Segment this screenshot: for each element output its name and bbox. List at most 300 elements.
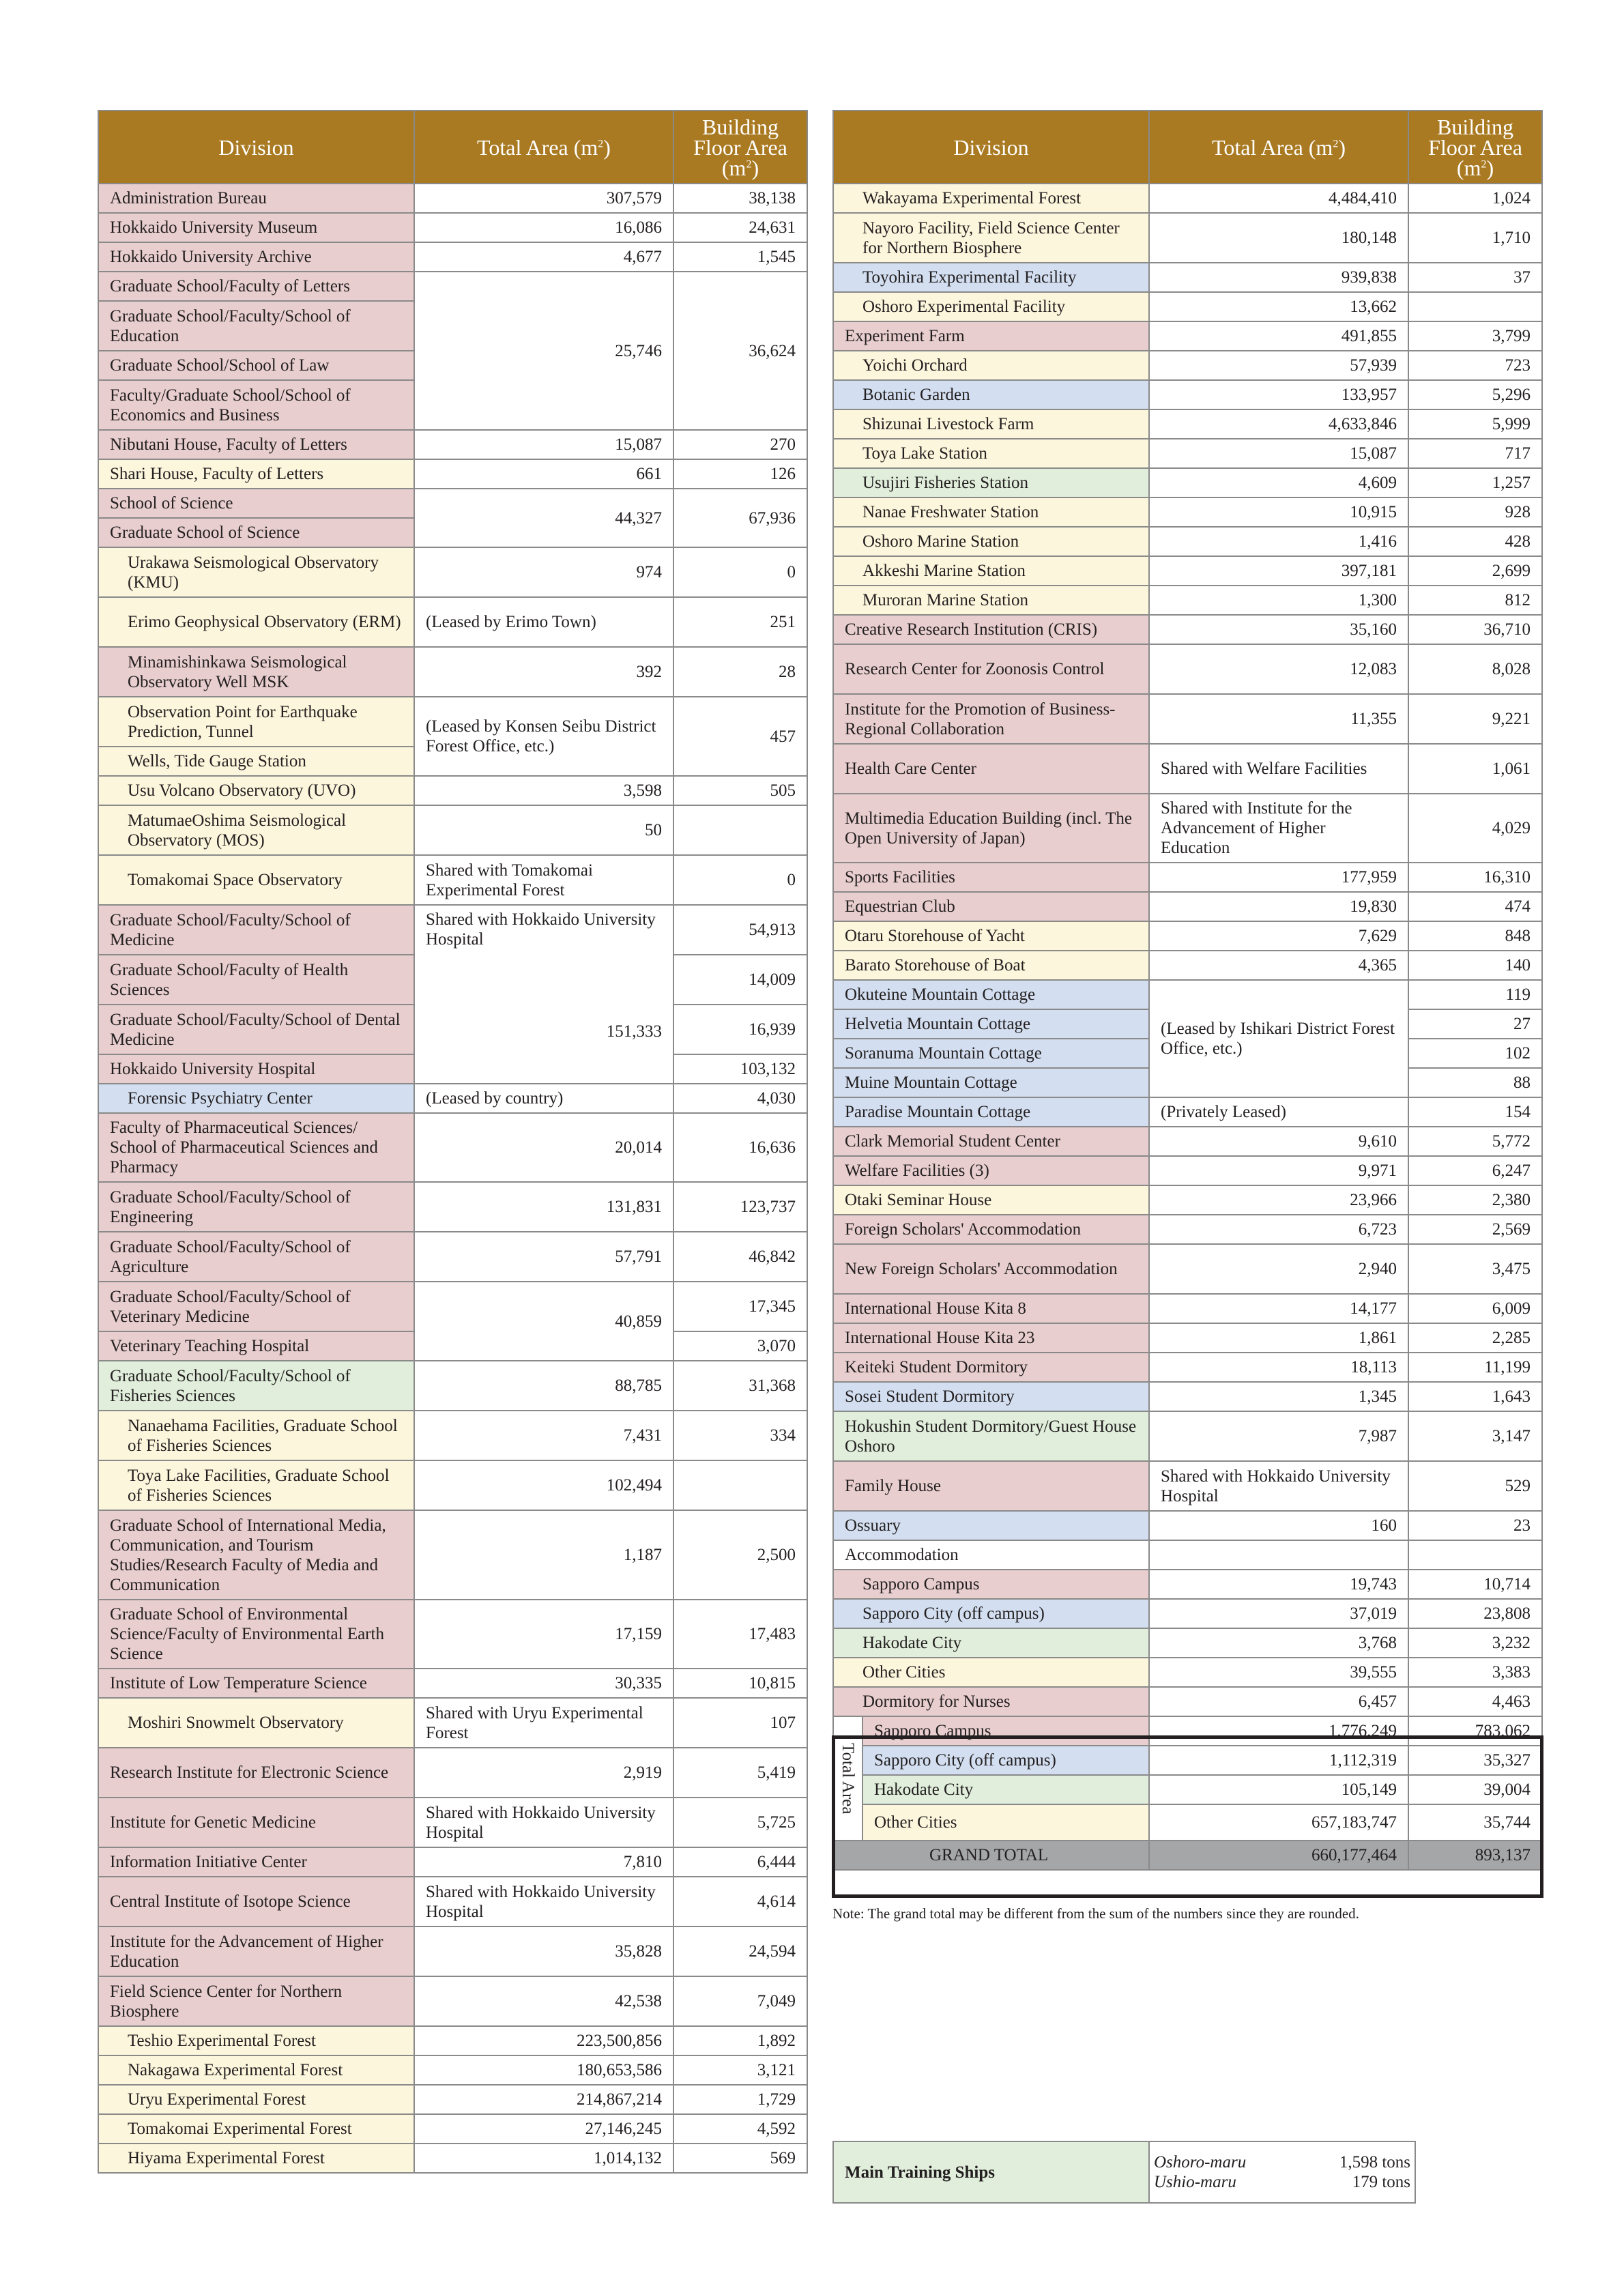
table-row bbox=[833, 1244, 1542, 1294]
area-cell: 1,112,319 bbox=[1149, 1746, 1408, 1775]
floor-cell: 4,463 bbox=[1408, 1687, 1542, 1716]
floor-cell bbox=[1408, 292, 1542, 321]
area-cell: 40,859 bbox=[414, 1282, 673, 1361]
area-cell: (Privately Leased) bbox=[1149, 1097, 1408, 1127]
ship-name: Ushio-maru bbox=[1154, 2173, 1236, 2191]
table-row bbox=[833, 1658, 1542, 1687]
floor-cell: 457 bbox=[673, 697, 807, 776]
area-cell: 7,987 bbox=[1149, 1411, 1408, 1461]
floor-cell: 88 bbox=[1408, 1068, 1542, 1097]
table-row bbox=[98, 905, 807, 955]
area-cell: 20,014 bbox=[414, 1113, 673, 1182]
floor-cell: 36,624 bbox=[673, 272, 807, 430]
division-cell: Hakodate City bbox=[833, 1628, 1149, 1658]
division-cell: Oshoro Marine Station bbox=[833, 527, 1149, 556]
total-area-label: Total Area bbox=[833, 1716, 862, 1841]
table-row bbox=[833, 292, 1542, 321]
table-row bbox=[833, 694, 1542, 744]
division-cell: Accommodation bbox=[833, 1540, 1149, 1570]
area-cell: 17,159 bbox=[414, 1600, 673, 1669]
floor-cell: 10,714 bbox=[1408, 1570, 1542, 1599]
division-cell: Uryu Experimental Forest bbox=[98, 2085, 414, 2114]
division-cell: Usujiri Fisheries Station bbox=[833, 468, 1149, 497]
floor-cell: 251 bbox=[673, 597, 807, 647]
area-cell: 4,677 bbox=[414, 242, 673, 272]
table-row bbox=[833, 1540, 1542, 1570]
area-cell: 12,083 bbox=[1149, 644, 1408, 694]
table-row bbox=[98, 242, 807, 272]
area-cell: 133,957 bbox=[1149, 380, 1408, 409]
floor-cell: 17,345 bbox=[673, 1282, 807, 1331]
floor-cell: 4,029 bbox=[1408, 794, 1542, 863]
division-cell: Dormitory for Nurses bbox=[833, 1687, 1149, 1716]
area-cell: 23,966 bbox=[1149, 1185, 1408, 1215]
division-cell: Information Initiative Center bbox=[98, 1847, 414, 1877]
division-cell: Sapporo City (off campus) bbox=[862, 1746, 1149, 1775]
table-row bbox=[833, 527, 1542, 556]
table-row bbox=[833, 892, 1542, 921]
area-cell: 392 bbox=[414, 647, 673, 697]
division-cell: School of Science bbox=[98, 489, 414, 518]
division-cell: Nanaehama Facilities, Graduate School of Fisheries Sciences bbox=[98, 1411, 414, 1460]
area-cell: 2,940 bbox=[1149, 1244, 1408, 1294]
division-cell: Wells, Tide Gauge Station bbox=[98, 747, 414, 776]
table-row bbox=[833, 1097, 1542, 1127]
area-cell: 1,776,249 bbox=[1149, 1716, 1408, 1746]
division-cell: Usu Volcano Observatory (UVO) bbox=[98, 776, 414, 805]
area-cell: 35,828 bbox=[414, 1927, 673, 1976]
area-cell: 223,500,856 bbox=[414, 2026, 673, 2055]
division-cell: Keiteki Student Dormitory bbox=[833, 1353, 1149, 1382]
table-row bbox=[833, 794, 1542, 863]
area-cell bbox=[1149, 1540, 1408, 1570]
floor-cell: 67,936 bbox=[673, 489, 807, 547]
area-cell: 1,014,132 bbox=[414, 2144, 673, 2173]
area-cell: 177,959 bbox=[1149, 863, 1408, 892]
floor-cell: 5,772 bbox=[1408, 1127, 1542, 1156]
area-cell: 4,633,846 bbox=[1149, 409, 1408, 439]
area-cell: 4,484,410 bbox=[1149, 184, 1408, 213]
division-cell: Botanic Garden bbox=[833, 380, 1149, 409]
floor-cell: 2,380 bbox=[1408, 1185, 1542, 1215]
floor-cell: 569 bbox=[673, 2144, 807, 2173]
division-cell: Ossuary bbox=[833, 1511, 1149, 1540]
grand-total-area: 660,177,464 bbox=[1149, 1841, 1408, 1870]
table-row bbox=[98, 272, 807, 301]
division-cell: Graduate School/Faculty/School of Education bbox=[98, 301, 414, 351]
division-cell: Nakagawa Experimental Forest bbox=[98, 2055, 414, 2085]
area-cell bbox=[414, 905, 673, 1084]
area-cell: 1,300 bbox=[1149, 586, 1408, 615]
table-row bbox=[98, 1411, 807, 1460]
area-cell: 7,629 bbox=[1149, 921, 1408, 951]
floor-cell: 6,247 bbox=[1408, 1156, 1542, 1185]
table-row bbox=[833, 409, 1542, 439]
floor-cell: 14,009 bbox=[673, 955, 807, 1005]
floor-cell: 28 bbox=[673, 647, 807, 697]
division-cell: Nayoro Facility, Field Science Center for Northern Biosphere bbox=[833, 213, 1149, 263]
list-item bbox=[1154, 2152, 1410, 2172]
division-cell: Graduate School/Faculty/School of Dental Medicine bbox=[98, 1005, 414, 1054]
table-row bbox=[833, 744, 1542, 794]
area-cell: 57,939 bbox=[1149, 351, 1408, 380]
floor-cell: 35,744 bbox=[1408, 1804, 1542, 1841]
division-cell: Research Institute for Electronic Science bbox=[98, 1748, 414, 1798]
floor-cell: 529 bbox=[1408, 1461, 1542, 1511]
facilities-table-right bbox=[832, 110, 1543, 1871]
floor-cell: 103,132 bbox=[673, 1054, 807, 1084]
division-cell: Graduate School/Faculty/School of Engineering bbox=[98, 1182, 414, 1232]
table-row bbox=[833, 1323, 1542, 1353]
floor-cell: 848 bbox=[1408, 921, 1542, 951]
division-cell: Barato Storehouse of Boat bbox=[833, 951, 1149, 980]
total-row bbox=[833, 1775, 1542, 1804]
division-cell: Forensic Psychiatry Center bbox=[98, 1084, 414, 1113]
floor-cell: 4,614 bbox=[673, 1877, 807, 1927]
floor-cell: 9,221 bbox=[1408, 694, 1542, 744]
division-cell: Creative Research Institution (CRIS) bbox=[833, 615, 1149, 644]
floor-cell: 0 bbox=[673, 855, 807, 905]
area-cell: Shared with Institute for the Advancement of Higher Education bbox=[1149, 794, 1408, 863]
area-cell: 397,181 bbox=[1149, 556, 1408, 586]
table-row bbox=[833, 497, 1542, 527]
floor-cell: 37 bbox=[1408, 263, 1542, 292]
division-cell: Administration Bureau bbox=[98, 184, 414, 213]
division-cell: Equestrian Club bbox=[833, 892, 1149, 921]
division-cell: Welfare Facilities (3) bbox=[833, 1156, 1149, 1185]
table-row bbox=[98, 697, 807, 747]
table-row bbox=[98, 547, 807, 597]
floor-cell: 1,729 bbox=[673, 2085, 807, 2114]
division-cell: Sapporo Campus bbox=[833, 1570, 1149, 1599]
table-row bbox=[98, 776, 807, 805]
grand-total-label: GRAND TOTAL bbox=[833, 1841, 1149, 1870]
floor-cell: 16,636 bbox=[673, 1113, 807, 1182]
division-cell: Institute of Low Temperature Science bbox=[98, 1669, 414, 1698]
division-cell: Shizunai Livestock Farm bbox=[833, 409, 1149, 439]
table-row bbox=[98, 430, 807, 459]
area-cell: 491,855 bbox=[1149, 321, 1408, 351]
division-cell: Hakodate City bbox=[862, 1775, 1149, 1804]
division-cell: Minamishinkawa Seismological Observatory Well MSK bbox=[98, 647, 414, 697]
floor-cell: 270 bbox=[673, 430, 807, 459]
table-row bbox=[833, 1687, 1542, 1716]
table-row bbox=[98, 2055, 807, 2085]
area-cell: 11,355 bbox=[1149, 694, 1408, 744]
table-row bbox=[833, 468, 1542, 497]
division-cell: Otaru Storehouse of Yacht bbox=[833, 921, 1149, 951]
table-row bbox=[833, 263, 1542, 292]
table-row bbox=[98, 1361, 807, 1411]
division-cell: Hiyama Experimental Forest bbox=[98, 2144, 414, 2173]
area-cell: 661 bbox=[414, 459, 673, 489]
table-row bbox=[833, 980, 1542, 1009]
floor-cell: 154 bbox=[1408, 1097, 1542, 1127]
floor-cell: 38,138 bbox=[673, 184, 807, 213]
total-row bbox=[833, 1716, 1542, 1746]
table-row bbox=[98, 1698, 807, 1748]
table-row bbox=[833, 1599, 1542, 1628]
division-cell: Paradise Mountain Cottage bbox=[833, 1097, 1149, 1127]
division-cell: Hokkaido University Hospital bbox=[98, 1054, 414, 1084]
floor-cell: 10,815 bbox=[673, 1669, 807, 1698]
division-cell: Health Care Center bbox=[833, 744, 1149, 794]
ship-name: Oshoro-maru bbox=[1154, 2153, 1247, 2171]
division-cell: Graduate School/School of Law bbox=[98, 351, 414, 380]
division-cell: Research Center for Zoonosis Control bbox=[833, 644, 1149, 694]
division-cell: Graduate School of International Media, Communication, and Tourism Studies/Research Faculty of Media and Communication bbox=[98, 1510, 414, 1600]
floor-cell: 1,257 bbox=[1408, 468, 1542, 497]
division-cell: MatumaeOshima Seismological Observatory (MOS) bbox=[98, 805, 414, 855]
division-cell: Otaki Seminar House bbox=[833, 1185, 1149, 1215]
area-cell: Shared with Hokkaido University Hospital bbox=[414, 1798, 673, 1847]
area-cell: 2,919 bbox=[414, 1748, 673, 1798]
division-cell: International House Kita 8 bbox=[833, 1294, 1149, 1323]
division-cell: Field Science Center for Northern Biosphere bbox=[98, 1976, 414, 2026]
division-cell: Institute for the Advancement of Higher Education bbox=[98, 1927, 414, 1976]
floor-cell: 334 bbox=[673, 1411, 807, 1460]
floor-cell: 428 bbox=[1408, 527, 1542, 556]
floor-cell: 3,475 bbox=[1408, 1244, 1542, 1294]
area-cell: 19,743 bbox=[1149, 1570, 1408, 1599]
table-row bbox=[833, 1382, 1542, 1411]
total-area-header: Total Area $(m^2)$ bbox=[414, 111, 673, 184]
area-cell: 131,831 bbox=[414, 1182, 673, 1232]
table-row bbox=[833, 644, 1542, 694]
table-row bbox=[98, 489, 807, 518]
division-cell: Tomakomai Experimental Forest bbox=[98, 2114, 414, 2144]
table-row bbox=[833, 1461, 1542, 1511]
area-cell: 102,494 bbox=[414, 1460, 673, 1510]
floor-cell: 1,892 bbox=[673, 2026, 807, 2055]
table-row bbox=[98, 1510, 807, 1600]
floor-cell: 119 bbox=[1408, 980, 1542, 1009]
division-cell: Erimo Geophysical Observatory (ERM) bbox=[98, 597, 414, 647]
area-cell: 15,087 bbox=[1149, 439, 1408, 468]
division-cell: Toya Lake Facilities, Graduate School of Fisheries Sciences bbox=[98, 1460, 414, 1510]
floor-cell: 35,327 bbox=[1408, 1746, 1542, 1775]
area-cell: 1,187 bbox=[414, 1510, 673, 1600]
floor-area-header: Building Floor Area $(m^2)$ bbox=[1408, 111, 1542, 184]
division-cell: Graduate School/Faculty/School of Veterinary Medicine bbox=[98, 1282, 414, 1331]
area-cell: 13,662 bbox=[1149, 292, 1408, 321]
table-row bbox=[833, 439, 1542, 468]
division-cell: Oshoro Experimental Facility bbox=[833, 292, 1149, 321]
area-cell: Shared with Hokkaido University Hospital bbox=[1149, 1461, 1408, 1511]
division-cell: Graduate School of Science bbox=[98, 518, 414, 547]
area-cell: 44,327 bbox=[414, 489, 673, 547]
division-cell: Teshio Experimental Forest bbox=[98, 2026, 414, 2055]
division-cell: Muine Mountain Cottage bbox=[833, 1068, 1149, 1097]
area-cell: 4,609 bbox=[1149, 468, 1408, 497]
table-row bbox=[98, 1877, 807, 1927]
area-cell: 10,915 bbox=[1149, 497, 1408, 527]
table-row bbox=[833, 863, 1542, 892]
area-cell: 9,971 bbox=[1149, 1156, 1408, 1185]
division-cell: Central Institute of Isotope Science bbox=[98, 1877, 414, 1927]
table-row bbox=[833, 951, 1542, 980]
area-cell: 9,610 bbox=[1149, 1127, 1408, 1156]
division-cell: Moshiri Snowmelt Observatory bbox=[98, 1698, 414, 1748]
division-cell: Faculty/Graduate School/School of Economics and Business bbox=[98, 380, 414, 430]
table-row bbox=[98, 647, 807, 697]
area-cell: Shared with Tomakomai Experimental Forest bbox=[414, 855, 673, 905]
hospital-shared-note: Shared with Hokkaido University Hospital bbox=[426, 910, 656, 949]
division-cell: Family House bbox=[833, 1461, 1149, 1511]
table-row bbox=[98, 213, 807, 242]
grand-total-floor: 893,137 bbox=[1408, 1841, 1542, 1870]
floor-cell: 123,737 bbox=[673, 1182, 807, 1232]
division-cell: Graduate School/Faculty/School of Agriculture bbox=[98, 1232, 414, 1282]
division-cell: Tomakomai Space Observatory bbox=[98, 855, 414, 905]
division-cell: Graduate School/Faculty/School of Medicine bbox=[98, 905, 414, 955]
floor-cell: 2,569 bbox=[1408, 1215, 1542, 1244]
floor-cell: 2,699 bbox=[1408, 556, 1542, 586]
grand-total-row bbox=[833, 1841, 1542, 1870]
division-cell: Sports Facilities bbox=[833, 863, 1149, 892]
area-cell: 1,345 bbox=[1149, 1382, 1408, 1411]
division-cell: Veterinary Teaching Hospital bbox=[98, 1331, 414, 1361]
division-cell: Toya Lake Station bbox=[833, 439, 1149, 468]
total-row bbox=[833, 1804, 1542, 1841]
division-cell: Soranuma Mountain Cottage bbox=[833, 1039, 1149, 1068]
division-header: Division bbox=[98, 111, 414, 184]
floor-cell: 23 bbox=[1408, 1511, 1542, 1540]
floor-cell: 5,725 bbox=[673, 1798, 807, 1847]
division-cell: Hokkaido University Archive bbox=[98, 242, 414, 272]
floor-cell: 2,285 bbox=[1408, 1323, 1542, 1353]
list-item bbox=[1154, 2172, 1410, 2192]
division-cell: Nibutani House, Faculty of Letters bbox=[98, 430, 414, 459]
floor-cell: 54,913 bbox=[673, 905, 807, 955]
table-row bbox=[98, 1232, 807, 1282]
table-row bbox=[833, 1570, 1542, 1599]
area-cell: 37,019 bbox=[1149, 1599, 1408, 1628]
area-cell: 939,838 bbox=[1149, 263, 1408, 292]
division-cell: Sapporo City (off campus) bbox=[833, 1599, 1149, 1628]
floor-cell: 5,419 bbox=[673, 1748, 807, 1798]
floor-cell: 3,070 bbox=[673, 1331, 807, 1361]
table-row bbox=[833, 351, 1542, 380]
table-row bbox=[98, 1282, 807, 1331]
floor-cell: 46,842 bbox=[673, 1232, 807, 1282]
area-cell: 18,113 bbox=[1149, 1353, 1408, 1382]
area-cell: Shared with Welfare Facilities bbox=[1149, 744, 1408, 794]
table-row bbox=[833, 1294, 1542, 1323]
division-cell: Hokkaido University Museum bbox=[98, 213, 414, 242]
table-row bbox=[833, 184, 1542, 213]
area-cell: Shared with Uryu Experimental Forest bbox=[414, 1698, 673, 1748]
division-cell: Clark Memorial Student Center bbox=[833, 1127, 1149, 1156]
area-cell: 16,086 bbox=[414, 213, 673, 242]
division-cell: Helvetia Mountain Cottage bbox=[833, 1009, 1149, 1039]
area-cell: (Leased by Erimo Town) bbox=[414, 597, 673, 647]
area-cell: 214,867,214 bbox=[414, 2085, 673, 2114]
floor-cell: 474 bbox=[1408, 892, 1542, 921]
area-cell: 657,183,747 bbox=[1149, 1804, 1408, 1841]
floor-cell bbox=[1408, 1540, 1542, 1570]
floor-cell bbox=[673, 1460, 807, 1510]
table-row bbox=[833, 1185, 1542, 1215]
division-header: Division bbox=[833, 111, 1149, 184]
area-cell: 3,598 bbox=[414, 776, 673, 805]
area-cell: 7,431 bbox=[414, 1411, 673, 1460]
training-ships-table bbox=[832, 2141, 1416, 2204]
area-cell: 42,538 bbox=[414, 1976, 673, 2026]
area-cell: 974 bbox=[414, 547, 673, 597]
table-row bbox=[98, 1847, 807, 1877]
floor-cell: 0 bbox=[673, 547, 807, 597]
floor-cell: 6,009 bbox=[1408, 1294, 1542, 1323]
table-row bbox=[98, 1748, 807, 1798]
table-row bbox=[98, 1113, 807, 1182]
division-cell: Urakawa Seismological Observatory (KMU) bbox=[98, 547, 414, 597]
floor-cell: 5,999 bbox=[1408, 409, 1542, 439]
area-cell: 7,810 bbox=[414, 1847, 673, 1877]
area-cell: 30,335 bbox=[414, 1669, 673, 1698]
area-cell: 14,177 bbox=[1149, 1294, 1408, 1323]
division-cell: Muroran Marine Station bbox=[833, 586, 1149, 615]
floor-cell: 1,024 bbox=[1408, 184, 1542, 213]
area-cell: (Leased by Ishikari District Forest Office, etc.) bbox=[1149, 980, 1408, 1097]
floor-cell: 928 bbox=[1408, 497, 1542, 527]
division-cell: Institute for the Promotion of Business-Regional Collaboration bbox=[833, 694, 1149, 744]
floor-cell: 717 bbox=[1408, 439, 1542, 468]
division-cell: Experiment Farm bbox=[833, 321, 1149, 351]
ship-tonnage: 1,598 tons bbox=[1339, 2153, 1410, 2171]
division-cell: Graduate School of Environmental Science/Faculty of Environmental Earth Science bbox=[98, 1600, 414, 1669]
floor-cell: 24,594 bbox=[673, 1927, 807, 1976]
area-cell: 19,830 bbox=[1149, 892, 1408, 921]
floor-cell: 17,483 bbox=[673, 1600, 807, 1669]
total-area-header: Total Area $(m^2)$ bbox=[1149, 111, 1408, 184]
total-row bbox=[833, 1746, 1542, 1775]
area-cell: (Leased by country) bbox=[414, 1084, 673, 1113]
floor-cell bbox=[673, 805, 807, 855]
division-cell: Institute for Genetic Medicine bbox=[98, 1798, 414, 1847]
table-row bbox=[98, 1182, 807, 1232]
floor-cell: 1,061 bbox=[1408, 744, 1542, 794]
area-cell: 6,457 bbox=[1149, 1687, 1408, 1716]
floor-cell: 24,631 bbox=[673, 213, 807, 242]
division-cell: Okuteine Mountain Cottage bbox=[833, 980, 1149, 1009]
floor-cell: 7,049 bbox=[673, 1976, 807, 2026]
area-cell: 1,861 bbox=[1149, 1323, 1408, 1353]
division-cell: Wakayama Experimental Forest bbox=[833, 184, 1149, 213]
division-cell: Graduate School/Faculty/School of Fisheries Sciences bbox=[98, 1361, 414, 1411]
floor-cell: 107 bbox=[673, 1698, 807, 1748]
floor-cell: 1,545 bbox=[673, 242, 807, 272]
area-cell: 180,148 bbox=[1149, 213, 1408, 263]
area-cell: Shared with Hokkaido University Hospital bbox=[414, 1877, 673, 1927]
floor-cell: 140 bbox=[1408, 951, 1542, 980]
floor-cell: 783,062 bbox=[1408, 1716, 1542, 1746]
table-row bbox=[833, 615, 1542, 644]
floor-cell: 5,296 bbox=[1408, 380, 1542, 409]
floor-cell: 2,500 bbox=[673, 1510, 807, 1600]
ship-tonnage: 179 tons bbox=[1352, 2173, 1410, 2191]
area-cell: 307,579 bbox=[414, 184, 673, 213]
table-row bbox=[98, 855, 807, 905]
floor-cell: 4,592 bbox=[673, 2114, 807, 2144]
table-row bbox=[833, 1353, 1542, 1382]
floor-cell: 505 bbox=[673, 776, 807, 805]
floor-cell: 8,028 bbox=[1408, 644, 1542, 694]
floor-cell: 1,643 bbox=[1408, 1382, 1542, 1411]
table-row bbox=[98, 1669, 807, 1698]
table-row bbox=[98, 2144, 807, 2173]
floor-area-header: Building Floor Area $(m^2)$ bbox=[673, 111, 807, 184]
